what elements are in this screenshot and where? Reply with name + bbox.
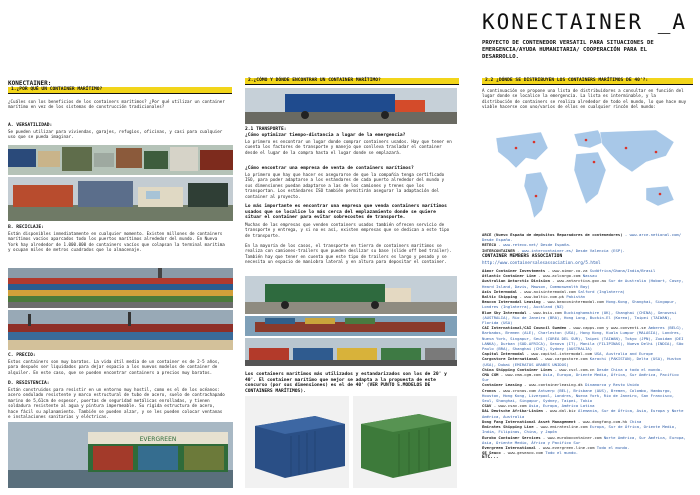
distributor-name: Capital Intermodal [482,351,525,357]
distributor-url[interactable]: - www.csav.com [493,403,527,409]
distributor-url[interactable]: - www.beaconintermodal.com [542,299,604,305]
distributor-region: Antwerp (BEL), Brisbane (AUS), Bremen, Colombo, Hamburgo, Houston, Hong Kong, Liverpool, Londres, Nueva York, Rio de Janeiro, San Francisco, Seul, Shanghai, Singapur, Sydney, Taipei, Tokio [482,387,675,404]
resistance-title: D. RESISTENCIA: [8,381,50,386]
distributor-entry: INTERCONTAINER - www.intercontainer.es/ Desde Valencia (ESP). [482,247,625,253]
distributor-name: GE Seaco [482,450,501,456]
distributor-entry: RETECO - www.reteco.net/ Desde España. [482,242,572,248]
recycling-title: B. RECICLAJE: [8,225,44,230]
distributor-entry [482,278,687,288]
association-link[interactable]: http://www.containersalesassociation.org/5.html [482,260,601,265]
distributor-name: Beacon Intermodal Leasing [482,299,541,305]
blue-container-photo [245,396,349,488]
distributor-region: Desde China a todo el mundo. [596,366,663,372]
find-company-question: ¿Cómo encontrar una empresa de venta de containers marítimos? [245,166,414,171]
distributor-name: Emirates Shipping Line [482,424,534,430]
distributor-url[interactable]: - www.cscl.com.cn [554,366,595,372]
distributor-url[interactable]: - www.axisintermodal.com [519,288,576,294]
price-title: C. PRECIO: [8,353,36,358]
distributor-name: Atlantic Container Line [482,273,536,279]
distributor-name: Australian Antarctic Division [482,278,550,284]
distributor-region: Todo el mundo. [596,444,630,450]
transport-text: Lo primero es encontrar un lugar donde comprar containers usados. Hay que tener en cuenta los factores de transporte y manejo que conlleva trasladar el container desde el lugar de la compra hasta el lugar donde se emplazará. [245,139,452,155]
distributor-url[interactable]: - www.capps.com y www.conventi.se [568,325,646,331]
distributor-entry [482,408,687,418]
find-company-text: Lo primero que hay que hacer es asegurarse de que la compañía tenga certificado ISO, para poder adaptarse a los estándares de cada puerto alrededor del mundo y sus dimensiones puedan adaptarse a las de los camiones y trenes que los transportan. Los estándares ISO también permitirán asegurar la adaptación del container al proyecto. [245,172,445,199]
distributor-url[interactable]: - www.eurobocontainer.com [542,434,602,440]
distributor-url[interactable]: - www.dal.biz [545,408,576,414]
distributor-region: Nassau [582,273,597,279]
brand-subtitle: PROYECTO DE CONTENEDOR VERSATIL PARA SITUACIONES DE EMERGENCIA/AYUDA HUMANITARIA/ COOPERACIÓN PARA EL DESARROLLO. [482,40,654,60]
distributor-url[interactable]: - www.cma-cgm.com [500,372,541,378]
distributor-entry [482,325,687,351]
distributor-entry [482,372,687,382]
distributor-url[interactable]: - www.aimor.co.za [547,268,588,273]
distributor-entry [482,310,687,326]
resistance-text: Están construidos para resistir en un entorno muy hostil, como es el de los océanos: acero ondulado resistente y marco estructural de tubo de acero, suelo de contrachapado marino de 5,61cm de espesor, puertas de seguridad metálicas enrolladas, y tienen soldadura resistente al agua y pintura impermeable. Su rígida estructura de acero, hace fácil su aplanamiento. También se pueden alzar, y se les pueden colocar ventanas e instalaciones sanitarias y eléctricas. [8,387,225,420]
distributor-url[interactable]: - www.aclcargo.com [538,273,581,279]
distributor-name: DAL Deutsche Afrika-Linien [482,408,543,414]
most-important-text: Lo más importante es encontrar una empresa que venda containers marítimos usados que se localice lo más cerca del emplazamiento donde se quiere situar el container para evitar sobrecostes de transporte. [245,204,447,221]
container-homes-photo [8,145,233,175]
distributor-url[interactable]: - www.bsiu.com [528,309,562,315]
association-title: CONTAINER MEMBERS ASSOCIATION [482,254,563,259]
transport-question: ¿Cómo optimizar tiempo-distancia a lugar de la emergencia? [245,133,406,138]
distributor-name: Container Leasing [482,382,522,388]
distributor-region: China [629,418,642,424]
world-map [486,118,686,228]
distributor-entry [482,388,687,404]
distributor-url[interactable]: - www.containerleasing.dk [524,382,583,388]
distributor-url[interactable]: - www.geseaco.com [503,450,543,456]
distributor-region: Sur de Australia (Hobart, Casey, Heard Island, Davis, Mawson, Commonwealth Bay) [482,278,684,289]
distributor-region: Asia, Europa, América Latina [528,403,595,409]
distributor-url[interactable]: - www.cargostore.com [540,356,588,362]
green-container-photo [353,396,457,488]
svg-text:EVERGREEN: EVERGREEN [139,436,177,443]
section-1-bar: 1.¿POR QUÉ UN CONTAINER MARÍTIMO? [8,87,232,94]
standard-sizes-text: Los containers marítimos más utilizados y estandarizados son los de 20' y 40'. El container marítimo que mejor se adapta a la propuesta de este concurso (por sus dimensiones) es el de 40' (VER PUNTO 5.MODELOS DE CONTAINERS MARÍTIMOS). [245,372,447,394]
distributor-name: CSAV [482,403,492,409]
distributor-url[interactable]: - www.cronos.com [498,387,536,393]
distributor-name: Baltic Shipping [482,294,518,300]
evergreen-ship-photo [8,422,233,488]
distributor-region: Alemania, Sur de África, Asia, Europa y Norte América, Australia [482,408,684,419]
distributor-region: Buckinghamshire (UK), Shanghai (CHINA), Genovesi (AUSTRALIA), Rio de Janeiro (BRA), Hong Long, Buckin-El (Korea), Taipei (TAIWAN), Florida (USA) [482,309,677,326]
distributor-entry [482,356,687,366]
distributor-entry [482,299,687,309]
container-stacks-photo [8,268,233,308]
distributor-name: Blue Sky Intermodal [482,309,527,315]
distributor-region: Karachi (PAKISTAN), Delta (USA), Huston (USA), Dubai (EMIRATOS ARABES UNIDOS) [482,356,682,367]
distributor-name: Axis Intermodal [482,288,518,294]
brand-title: KONECTAINER _A [482,10,688,34]
distributor-region: Asia, Europa, Oriente Medio, África, Sur América, Pacífico Sur [482,372,679,383]
section-1-intro: ¿Cuáles son los beneficios de los containers marítimos? ¿Por qué utilizar un container marítimo en vez de los sistemas de construcción tradicionales? [8,99,225,110]
distributor-url[interactable]: - www.evergreen-line.com [538,444,595,450]
top-distributors [482,232,687,253]
distributor-name: Eurobo Container Services [482,434,541,440]
trailer-text: En la mayoría de los casos, el transporte en tierra de containers marítimos se realiza con camiones-trailers que pueden deslizar su base (slide off bed trailer). También hay que tener en cuenta que este tipo de trailers es largo y pesado y se necesita un espacio de maniobra lateral y en altura para depositar el container. [245,243,452,265]
distributor-name: Dong Fang International Asset Management [482,418,576,424]
distributor-url[interactable]: - www.antarctica.gov.au [552,278,607,284]
cargo-ship-photo [245,316,457,336]
distributor-name: Cronos [482,387,497,393]
distributor-region: Sudáfrica/Ghana/India/Brasil [589,268,656,273]
distributor-url[interactable]: - www.baltic.com.pk [519,294,564,300]
distributor-name: Evergreen International [482,444,536,450]
distributor-url[interactable]: - www.capital-intermodal.com [526,351,593,357]
distributor-entry: ARCE (Nuevo España de depósitos Reparadores de contenedores) - www.arce-netional.com/ Desde España. [482,232,682,243]
distributor-region: USA, Australia and Europe [594,351,654,357]
section-2-bar: 2.¿CÓMO Y DÓNDE ENCONTRAR UN CONTAINER MARÍTIMO? [245,78,459,85]
price-text: Estos containers son muy baratos. La vida útil media de un container es de 2-5 años, para después ser liquidados para dejar espacio a los nuevos modelos de container de alquiler. En este caso, que se pueden encontrar containers a precios muy baratos. [8,359,220,375]
crane-truck-photo [245,88,457,124]
distributor-url[interactable]: - www.emiratesline.com [535,424,588,430]
distributor-list [482,268,687,461]
recycling-text: Están disponibles inmediatamente en cualquier momento. Existen millones de containers marítimos vacíos aparcados todo los puertos marítimos alrededor del mundo. En Nueva York hay alrededor de 1.000.000 de containers vacíos que colapsan la terminal marítima y ocupan miles de metros cuadrados que lo almacenaje. [8,231,225,253]
distributor-region: Todo el mundo. [545,450,579,456]
distributor-url[interactable]: - www.dongfang.com.hk [578,418,628,424]
distribution-intro: A continuación se propone una lista de distribuidores a consultar en función del lugar donde se localice la emergencia. La lista es interminable, y la distribución de containers se realiza alrededor de todo el mundo, lo que hace muy viable hacerse con uno/varios de ellos en cualquier rincón del mundo: [482,88,687,110]
distributor-name: China Shipping Container Lines [482,366,553,372]
transport-title: 2.1 TRANSPORTE: [245,127,287,132]
distributor-region: Europa, Sur de África, Oriente Medio, India, Filipinas, China, y Japón [482,424,677,435]
distributor-region: Pakistán [566,294,586,300]
container-house-photo [8,177,233,221]
distributor-entry [482,424,687,434]
container-train-photo [245,338,457,366]
container-port-photo [8,310,233,350]
konectainer-heading: KONECTAINER: [8,80,52,87]
distributor-entry [482,435,687,445]
versatility-text: Se pueden utilizar para viviendas, garajes, refugios, oficinas, y casi para cualquier uso que se pueda imaginar. [8,129,223,140]
versatility-title: A. VERSATILIDAD: [8,123,53,128]
list-etc: ETC... [482,455,499,461]
distributor-region: Amberes (BELG), Barbados, Bremen (ALE), Charleston (USA), Hong Kong, Kuala Lumpur (MALASIA), Londres, Nueva York, Singapur, Seul (COREA DEL SUR), Taipei (TAIWAN), Tokyo (JPN), Zuoidam (DEI LANKA), Durban (SUD-AFRICA), Genova (IT), Manila (FILIPINAS), Nueva Delhi (INDIA), São Paulo (BRA), Shanghai (CHI), Sydney (AUSTRALIA) [482,325,684,352]
delivery-text: Muchas de las empresas que venden containers usados también ofrecen servicio de transporte y entrega, y si no es así, existen empresas que se dedican a este tipo de transporte. [245,222,450,238]
distributor-name: CMA CGM [482,372,499,378]
distributor-name: Cargostore International [482,356,539,362]
trailer-truck-photo [245,276,457,314]
distributor-region: Norte América, Sur América, Europa, Asia, Oriente Medio, África y Pacífico Sur [482,434,686,445]
distributor-region: Hong-Kong, Shanghai, Singapur, Londres (Inglaterra), Auckland (NZ) [482,299,677,310]
distributor-region: Salford (Inglaterra) [578,288,625,294]
distributor-name: Aimor Container Investments [482,268,546,273]
distributor-region: Dinamarca y Resto Unido [585,382,639,388]
distributor-name: CAI International/CAI Council Sweden [482,325,567,331]
distribution-bar: 2.2 ¿DÓNDE SE DISTRIBUYEN LOS CONTAINERS MARÍTIMOS DE 40'?: [482,78,693,85]
